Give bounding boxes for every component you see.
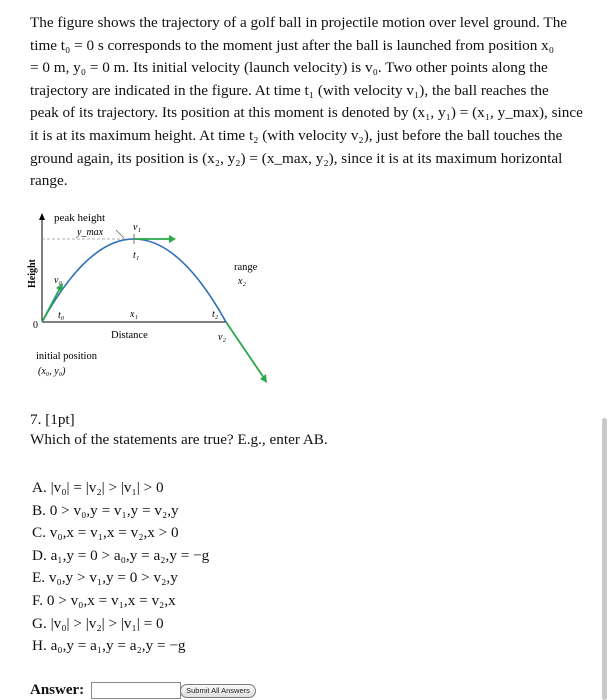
option-g xyxy=(32,613,209,636)
option-letter: F. xyxy=(32,591,44,609)
option-letter: B. xyxy=(32,501,46,519)
option-text: a₁,y = 0 > a₀,y = a₂,y = −g xyxy=(50,546,210,564)
v2-vector xyxy=(226,322,264,378)
option-e xyxy=(32,567,209,590)
intro-line: The figure shows the trajectory of a golf ball in projectile motion over level ground. The xyxy=(30,14,568,31)
option-text: |v₀| > |v₂| > |v₁| = 0 xyxy=(50,614,164,632)
option-text: a₀,y = a₁,y = a₂,y = −g xyxy=(50,637,186,655)
option-b xyxy=(32,500,209,523)
option-letter: E. xyxy=(32,569,46,587)
option-text: v₀,y > v₁,y = 0 > v₂,y xyxy=(48,569,178,587)
option-letter: A. xyxy=(32,479,47,496)
problem-intro xyxy=(30,12,604,193)
option-text: v₀,x = v₁,x = v₂,x > 0 xyxy=(49,524,179,542)
option-c xyxy=(32,522,209,545)
option-letter: D. xyxy=(32,546,47,564)
answer-input[interactable] xyxy=(91,682,181,699)
v2-arrowhead xyxy=(260,374,267,383)
submit-all-answers-button[interactable]: Submit All Answers xyxy=(180,684,256,698)
t1-label: t₁ xyxy=(133,250,140,261)
vertical-axis-arrowhead xyxy=(39,213,45,220)
answer-label: Answer: xyxy=(30,682,85,698)
trajectory-figure xyxy=(18,208,288,388)
option-d xyxy=(32,545,209,568)
option-letter: H. xyxy=(32,637,47,655)
range-label: range xyxy=(234,262,258,273)
option-letter: G. xyxy=(32,614,47,632)
intro-line: trajectory are indicated in the figure. At time t₁ (with velocity v₁), the ball reaches the xyxy=(30,81,549,99)
intro-line: = 0 m, y₀ = 0 m. Its initial velocity (launch velocity) is v₀. Two other points along the xyxy=(30,59,548,77)
option-h xyxy=(32,635,209,658)
intro-line: ground again, its position is (x₂, y₂) = (x_max, y₂), since it is at its maximum horizontal xyxy=(30,149,563,167)
x2-label: x₂ xyxy=(238,276,246,287)
intro-line: it is at its maximum height. At time t₂ (with velocity v₂), just before the ball touches the xyxy=(30,126,563,144)
peak-height-label: peak height xyxy=(54,212,106,224)
options-list xyxy=(32,477,209,658)
initial-position-coords: (x₀, y₀) xyxy=(38,366,66,377)
option-text: 0 > v₀,x = v₁,x = v₂,x xyxy=(46,591,176,609)
option-text: 0 > v₀,y = v₁,y = v₂,y xyxy=(49,501,179,519)
question-prompt: Which of the statements are true? E.g., enter AB. xyxy=(30,431,328,448)
distance-axis-label: Distance xyxy=(111,330,148,341)
question-number: 7. [1pt] xyxy=(30,411,75,428)
ymax-label: y_max xyxy=(77,227,104,238)
t0-label: t₀ xyxy=(58,310,65,321)
ymax-pointer xyxy=(116,230,124,238)
origin-label: 0 xyxy=(33,320,38,331)
v0-label: v₀ xyxy=(54,275,62,286)
option-f xyxy=(32,590,209,613)
v2-label: v₂ xyxy=(218,332,226,343)
intro-line: range. xyxy=(30,172,68,190)
x1-label: x₁ xyxy=(130,309,138,320)
option-a xyxy=(32,477,209,500)
v1-arrowhead xyxy=(169,235,176,243)
option-text: |v₀| = |v₂| > |v₁| > 0 xyxy=(50,479,164,496)
v1-label: v₁ xyxy=(133,222,141,233)
initial-position-label: initial position xyxy=(36,351,97,362)
page-scrollbar[interactable] xyxy=(602,418,607,700)
height-axis-label: Height xyxy=(27,259,38,288)
intro-line: peak of its trajectory. Its position at this moment is denoted by (x₁, y₁) = (x₁, y_max), since xyxy=(30,104,583,122)
option-letter: C. xyxy=(32,524,46,542)
intro-line: time t₀ = 0 s corresponds to the moment just after the ball is launched from position x₀ xyxy=(30,36,555,54)
t2-label: t₂ xyxy=(212,309,219,320)
